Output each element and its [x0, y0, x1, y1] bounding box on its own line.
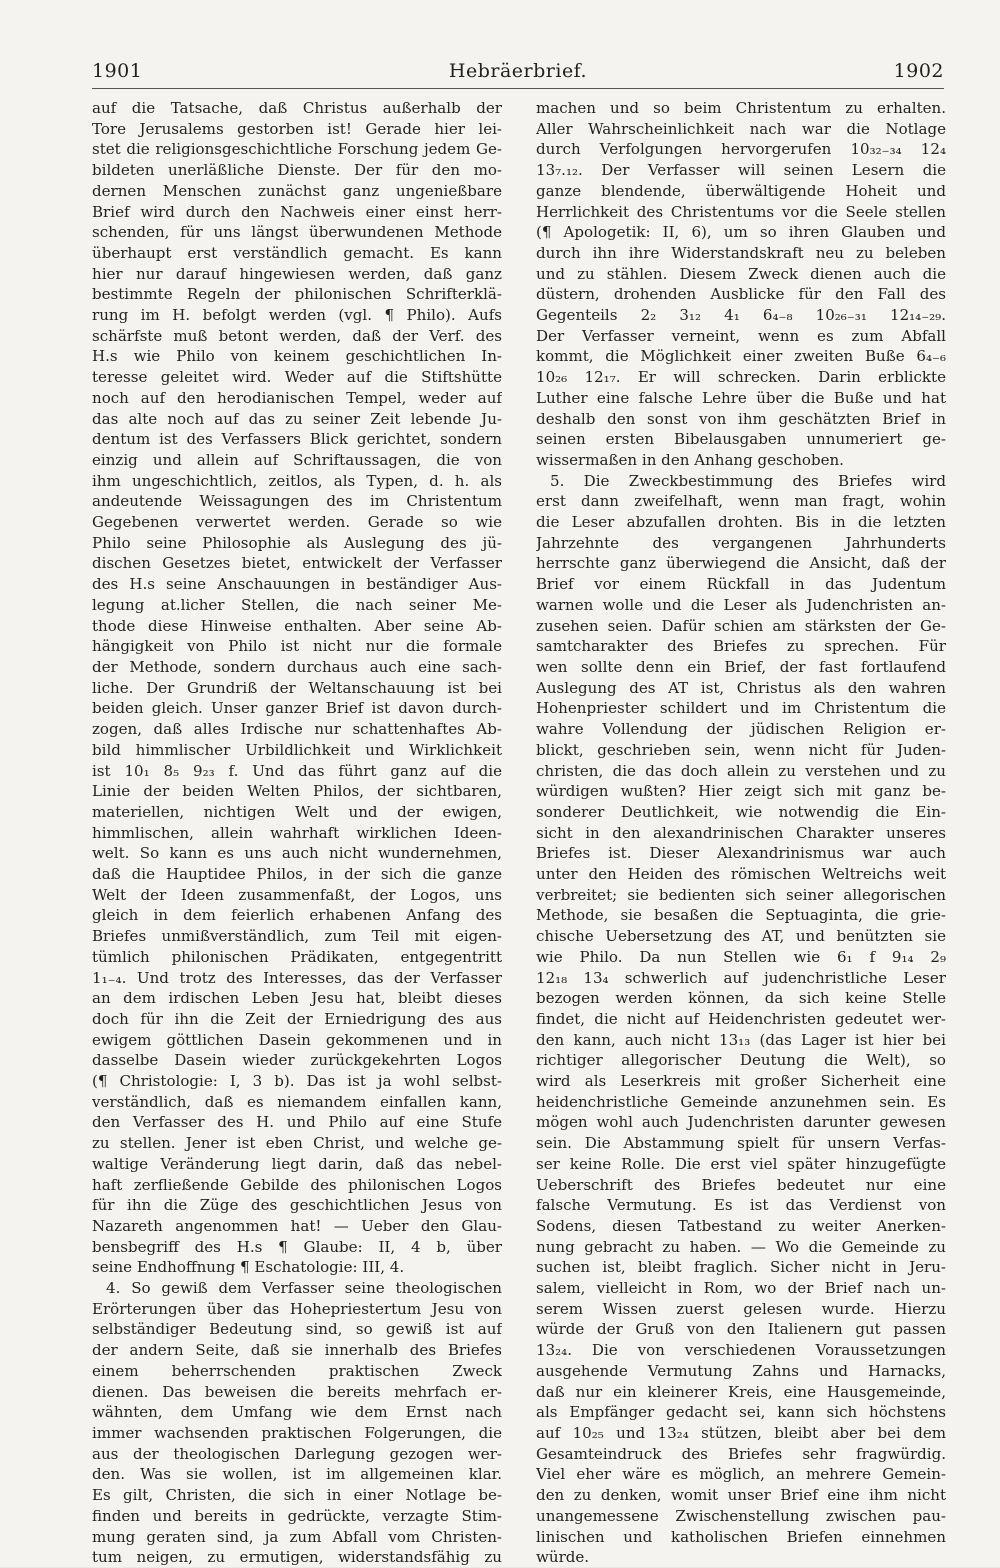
text-line: durch Verfolgungen hervorgerufen 10₃₂₋₃₄ 12₄	[536, 140, 946, 159]
text-line: blickt, geschrieben sein, wenn nicht für Juden-	[536, 740, 946, 759]
left-text-column	[92, 98, 502, 1568]
text-line: für ihn die Züge des geschichtlichen Jesus von	[92, 1196, 502, 1215]
text-line: hier nur darauf hingewiesen werden, daß ganz	[92, 264, 502, 283]
running-title: Hebräerbrief.	[448, 60, 588, 82]
text-line: kommt, die Möglichkeit einer zweiten Buße 6₄₋₆	[536, 347, 946, 366]
text-line: erst dann zweifelhaft, wenn man fragt, wohin	[536, 492, 946, 511]
text-line: heidenchristliche Gemeinde anzunehmen sein. Es	[536, 1092, 946, 1111]
text-line: würde der Gruß von den Italienern gut passen	[536, 1320, 946, 1339]
right-page-number: 1902	[893, 60, 944, 82]
text-line: Methode, sie besaßen die Septuaginta, die grie-	[536, 906, 946, 925]
text-line: stet die religionsgeschichtliche Forschung jedem Ge-	[92, 140, 502, 159]
text-line: Nazareth angenommen hat! — Ueber den Glau-	[92, 1216, 502, 1235]
text-line: himmlischen, allein wahrhaft wirklichen Ideen-	[92, 823, 502, 842]
right-text-column	[536, 98, 946, 1568]
text-line: Der Verfasser verneint, wenn es zum Abfall	[536, 326, 946, 345]
text-line: bezogen werden können, da sich keine Stelle	[536, 989, 946, 1008]
text-line: aus der theologischen Darlegung gezogen wer-	[92, 1444, 502, 1463]
text-line: liche. Der Grundriß der Weltanschauung ist bei	[92, 678, 502, 697]
text-line: wie Philo. Da nun Stellen wie 6₁ f 9₁₄ 2₉	[536, 947, 946, 966]
text-line: seinen ersten Bibelausgaben unnumeriert ge-	[536, 430, 946, 449]
text-line: wird als Leserkreis mit großer Sicherheit eine	[536, 1072, 946, 1091]
text-line: einem beherrschenden praktischen Zweck	[92, 1361, 502, 1380]
text-line: Gegenteils 2₂ 3₁₂ 4₁ 6₄₋₈ 10₂₆₋₃₁ 12₁₄₋₂₉.	[536, 306, 946, 325]
text-line: ausgehende Vermutung Zahns und Harnacks,	[536, 1361, 946, 1380]
text-line: 4. So gewiß dem Verfasser seine theologischen	[106, 1279, 502, 1298]
text-line: mung geraten sind, ja zum Abfall vom Christen-	[92, 1527, 502, 1546]
text-line: wissermaßen in den Anhang geschoben.	[536, 450, 844, 469]
text-line: Gegebenen verwertet werden. Gerade so wie	[92, 513, 502, 532]
text-line: den kann, auch nicht 13₁₃ (das Lager ist hier bei	[536, 1030, 946, 1049]
text-line: daß die Hauptidee Philos, in der sich die ganze	[92, 865, 502, 884]
text-line: dernen Menschen zunächst ganz ungenießbare	[92, 181, 502, 200]
text-line: waltige Veränderung liegt darin, daß das nebel-	[92, 1154, 502, 1173]
text-line: 13₂₄. Die von verschiedenen Voraussetzungen	[536, 1341, 946, 1360]
text-line: Es gilt, Christen, die sich in einer Notlage be-	[92, 1486, 502, 1505]
text-line: Luther eine falsche Lehre über die Buße und hat	[536, 388, 946, 407]
text-line: Briefes unmißverständlich, zum Teil mit eigen-	[92, 927, 502, 946]
text-line: (¶ Christologie: I, 3 b). Das ist ja wohl selbst-	[92, 1072, 502, 1091]
text-line: durch ihn ihre Widerstandskraft neu zu beleben	[536, 243, 946, 262]
text-line: dasselbe Dasein wieder zurückgekehrten Logos	[92, 1051, 502, 1070]
text-line: 1₁₋₄. Und trotz des Interesses, das der Verfasser	[92, 968, 502, 987]
text-line: der Methode, sondern durchaus auch eine sach-	[92, 657, 502, 676]
text-line: Ueberschrift des Briefes bedeutet nur eine	[536, 1175, 946, 1194]
text-line: falsche Vermutung. Es ist das Verdienst von	[536, 1196, 946, 1215]
text-line: Tore Jerusalems gestorben ist! Gerade hier lei-	[92, 119, 502, 138]
text-line: Viel eher wäre es möglich, an mehrere Gemein-	[536, 1465, 946, 1484]
text-line: Welt der Ideen zusammenfaßt, der Logos, uns	[92, 885, 502, 904]
text-line: Briefes ist. Dieser Alexandrinismus war auch	[536, 844, 946, 863]
text-line: bild himmlischer Urbildlichkeit und Wirklichkeit	[92, 740, 502, 759]
text-line: tümlich philonischen Prädikaten, entgegentritt	[92, 947, 502, 966]
text-line: gleich in dem feierlich erhabenen Anfang des	[92, 906, 502, 925]
text-line: sein. Die Abstammung spielt für unsern Verfas-	[536, 1134, 946, 1153]
text-line: düstern, drohenden Ausblicke für den Fall des	[536, 285, 946, 304]
text-line: teresse geleitet wird. Weder auf die Stiftshütte	[92, 368, 502, 387]
text-line: suchen ist, bleibt fraglich. Sicher nicht in Jeru-	[536, 1258, 946, 1277]
text-line: finden und bereits in gedrückte, verzagte Stim-	[92, 1506, 502, 1525]
text-line: zu stellen. Jener ist eben Christ, und welche ge-	[92, 1134, 502, 1153]
text-line: dienen. Das beweisen die bereits mehrfach er-	[92, 1382, 502, 1401]
text-line: 5. Die Zweckbestimmung des Briefes wird	[550, 471, 946, 490]
text-line: das alte noch auf das zu seiner Zeit lebende Ju-	[92, 409, 502, 428]
text-line: verständlich, daß es niemandem einfallen kann,	[92, 1092, 502, 1111]
text-line: bildeten unerläßliche Dienste. Der für den mo-	[92, 161, 502, 180]
text-line: warnen wolle und die Leser als Judenchristen an-	[536, 595, 946, 614]
text-line: würde.	[536, 1548, 590, 1567]
text-line: christen, die das doch allein zu verstehen und zu	[536, 761, 946, 780]
text-line: salem, vielleicht in Rom, wo der Brief nach un-	[536, 1279, 946, 1298]
text-line: bestimmte Regeln der philonischen Schrifterklä-	[92, 285, 502, 304]
text-line: sicht in den alexandrinischen Charakter unseres	[536, 823, 946, 842]
text-line: doch für ihn die Zeit der Erniedrigung des aus	[92, 1009, 502, 1028]
text-line: Jahrzehnte des vergangenen Jahrhunderts	[536, 533, 946, 552]
text-line: serem Wissen zuerst gelesen wurde. Hierzu	[536, 1299, 946, 1318]
text-line: des H.s seine Anschauungen in beständiger Aus-	[92, 575, 502, 594]
text-line: Brief wird durch den Nachweis einer einst herr-	[92, 202, 502, 221]
text-line: tum neigen, zu ermutigen, widerstandsfähig zu	[92, 1548, 502, 1567]
text-line: zusehen seien. Dafür schien am stärksten der Ge-	[536, 616, 946, 635]
text-line: ihm ungeschichtlich, zeitlos, als Typen, d. h. als	[92, 471, 502, 490]
text-line: überhaupt erst verständlich gemacht. Es kann	[92, 243, 502, 262]
text-line: unangemessene Zwischenstellung zwischen pau-	[536, 1506, 946, 1525]
text-line: Brief vor einem Rückfall in das Judentum	[536, 575, 946, 594]
text-line: welt. So kann es uns auch nicht wundernehmen,	[92, 844, 502, 863]
text-line: sonderer Deutlichkeit, wie notwendig die Ein-	[536, 802, 946, 821]
text-line: materiellen, nichtigen Welt und der ewigen,	[92, 802, 502, 821]
text-line: 10₂₆ 12₁₇. Er will schrecken. Darin erblickte	[536, 368, 946, 387]
text-line: findet, die nicht auf Heidenchristen gedeutet wer-	[536, 1009, 946, 1028]
text-line: legung at.licher Stellen, die nach seiner Me-	[92, 595, 502, 614]
text-line: den. Was sie wollen, ist im allgemeinen klar.	[92, 1465, 502, 1484]
text-line: beiden gleich. Unser ganzer Brief ist davon durch-	[92, 699, 502, 718]
text-line: Aller Wahrscheinlichkeit nach war die Notlage	[536, 119, 946, 138]
page-header	[92, 58, 944, 88]
text-line: ser keine Rolle. Die erst viel später hinzugefügte	[536, 1154, 946, 1173]
text-line: Erörterungen über das Hohepriestertum Jesu von	[92, 1299, 502, 1318]
text-line: richtiger allegorischer Deutung die Welt), so	[536, 1051, 946, 1070]
text-line: machen und so beim Christentum zu erhalten.	[536, 99, 946, 117]
text-line: den zu denken, womit unser Brief eine ihm nicht	[536, 1486, 946, 1505]
text-line: Linie der beiden Welten Philos, der sichtbaren,	[92, 782, 502, 801]
text-line: auf die Tatsache, daß Christus außerhalb der	[92, 99, 502, 117]
text-line: schenden, für uns längst überwundenen Methode	[92, 223, 502, 242]
text-line: mögen wohl auch Judenchristen darunter gewesen	[536, 1113, 946, 1132]
text-line: den Verfasser des H. und Philo auf eine Stufe	[92, 1113, 502, 1132]
text-line: ganze blendende, überwältigende Hoheit und	[536, 181, 946, 200]
text-line: Herrlichkeit des Christentums vor die Seele stellen	[536, 202, 946, 221]
text-line: dentum ist des Verfassers Blick gerichtet, sondern	[92, 430, 502, 449]
text-line: noch auf den herodianischen Tempel, weder auf	[92, 388, 502, 407]
text-line: linischen und katholischen Briefen einnehmen	[536, 1527, 946, 1546]
text-line: wähnten, dem Umfang wie dem Ernst nach	[92, 1403, 502, 1422]
text-line: daß nur ein kleinerer Kreis, eine Hausgemeinde,	[536, 1382, 946, 1401]
text-line: samtcharakter des Briefes zu sprechen. Für	[536, 637, 946, 656]
text-line: nung gebracht zu haben. — Wo die Gemeinde zu	[536, 1237, 946, 1256]
text-line: H.s wie Philo von keinem geschichtlichen In-	[92, 347, 502, 366]
text-line: unter den Heiden des römischen Weltreichs weit	[536, 865, 946, 884]
text-line: Hohenpriester schildert und im Christentum die	[536, 699, 946, 718]
text-line: deshalb den sonst von ihm geschätzten Brief in	[536, 409, 946, 428]
text-line: Sodens, diesen Tatbestand zu weiter Anerken-	[536, 1216, 946, 1235]
text-line: an dem irdischen Leben Jesu hat, bleibt dieses	[92, 989, 502, 1008]
text-line: Gesamteindruck des Briefes sehr fragwürdig.	[536, 1444, 946, 1463]
text-line: bensbegriff des H.s ¶ Glaube: II, 4 b, über	[92, 1237, 502, 1256]
text-line: immer wachsenden praktischen Folgerungen, die	[92, 1424, 502, 1442]
text-line: wahre Vollendung der jüdischen Religion er-	[536, 720, 946, 739]
text-line: schärfste muß betont werden, daß der Verf. des	[92, 326, 502, 345]
text-line: auf 10₂₅ und 13₂₄ stützen, bleibt aber bei dem	[536, 1424, 946, 1442]
text-line: Philo seine Philosophie als Auslegung des jü-	[92, 533, 502, 552]
text-line: ist 10₁ 8₅ 9₂₃ f. Und das führt ganz auf die	[92, 761, 502, 780]
text-line: thode diese Hinweise enthalten. Aber seine Ab-	[92, 616, 502, 635]
text-line: zogen, daß alles Irdische nur schattenhaftes Ab-	[92, 720, 502, 739]
text-line: würdigen wußten? Hier zeigt sich mit ganz be-	[536, 782, 946, 801]
text-line: chische Uebersetzung des AT, und benützten sie	[536, 927, 946, 946]
text-line: einzig und allein auf Schriftaussagen, die von	[92, 450, 502, 469]
text-line: andeutende Weissagungen des im Christentum	[92, 492, 502, 511]
text-line: seine Endhoffnung ¶ Eschatologie: III, 4.	[92, 1258, 405, 1277]
text-line: verbreitet; sie bedienten sich seiner allegorischen	[536, 885, 946, 904]
header-rule	[92, 88, 944, 89]
text-line: 13₇.₁₂. Der Verfasser will seinen Lesern die	[536, 161, 946, 180]
text-line: hängigkeit von Philo ist nicht nur die formale	[92, 637, 502, 656]
text-line: dischen Gesetzes bietet, entwickelt der Verfasser	[92, 554, 502, 573]
text-line: Auslegung des AT ist, Christus als den wahren	[536, 678, 946, 697]
text-line: ewigem göttlichen Dasein gekommenen und in	[92, 1030, 502, 1049]
left-page-number: 1901	[92, 60, 143, 82]
text-line: haft zerfließende Gebilde des philonischen Logos	[92, 1175, 502, 1194]
text-line: rung im H. befolgt werden (vgl. ¶ Philo). Aufs	[92, 306, 502, 325]
text-line: 12₁₈ 13₄ schwerlich auf judenchristliche Leser	[536, 968, 946, 987]
text-line: und zu stählen. Diesem Zweck dienen auch die	[536, 264, 946, 283]
text-line: als Empfänger gedacht sei, kann sich höchstens	[536, 1403, 946, 1422]
text-line: wen sollte denn ein Brief, der fast fortlaufend	[536, 657, 946, 676]
text-line: selbständiger Bedeutung sind, so gewiß ist auf	[92, 1320, 502, 1339]
text-line: (¶ Apologetik: II, 6), um so ihren Glauben und	[536, 223, 946, 242]
text-line: die Leser abzufallen drohten. Bis in die letzten	[536, 513, 946, 532]
text-line: der andern Seite, daß sie innerhalb des Briefes	[92, 1341, 502, 1360]
text-line: herrschte ganz überwiegend die Ansicht, daß der	[536, 554, 946, 573]
